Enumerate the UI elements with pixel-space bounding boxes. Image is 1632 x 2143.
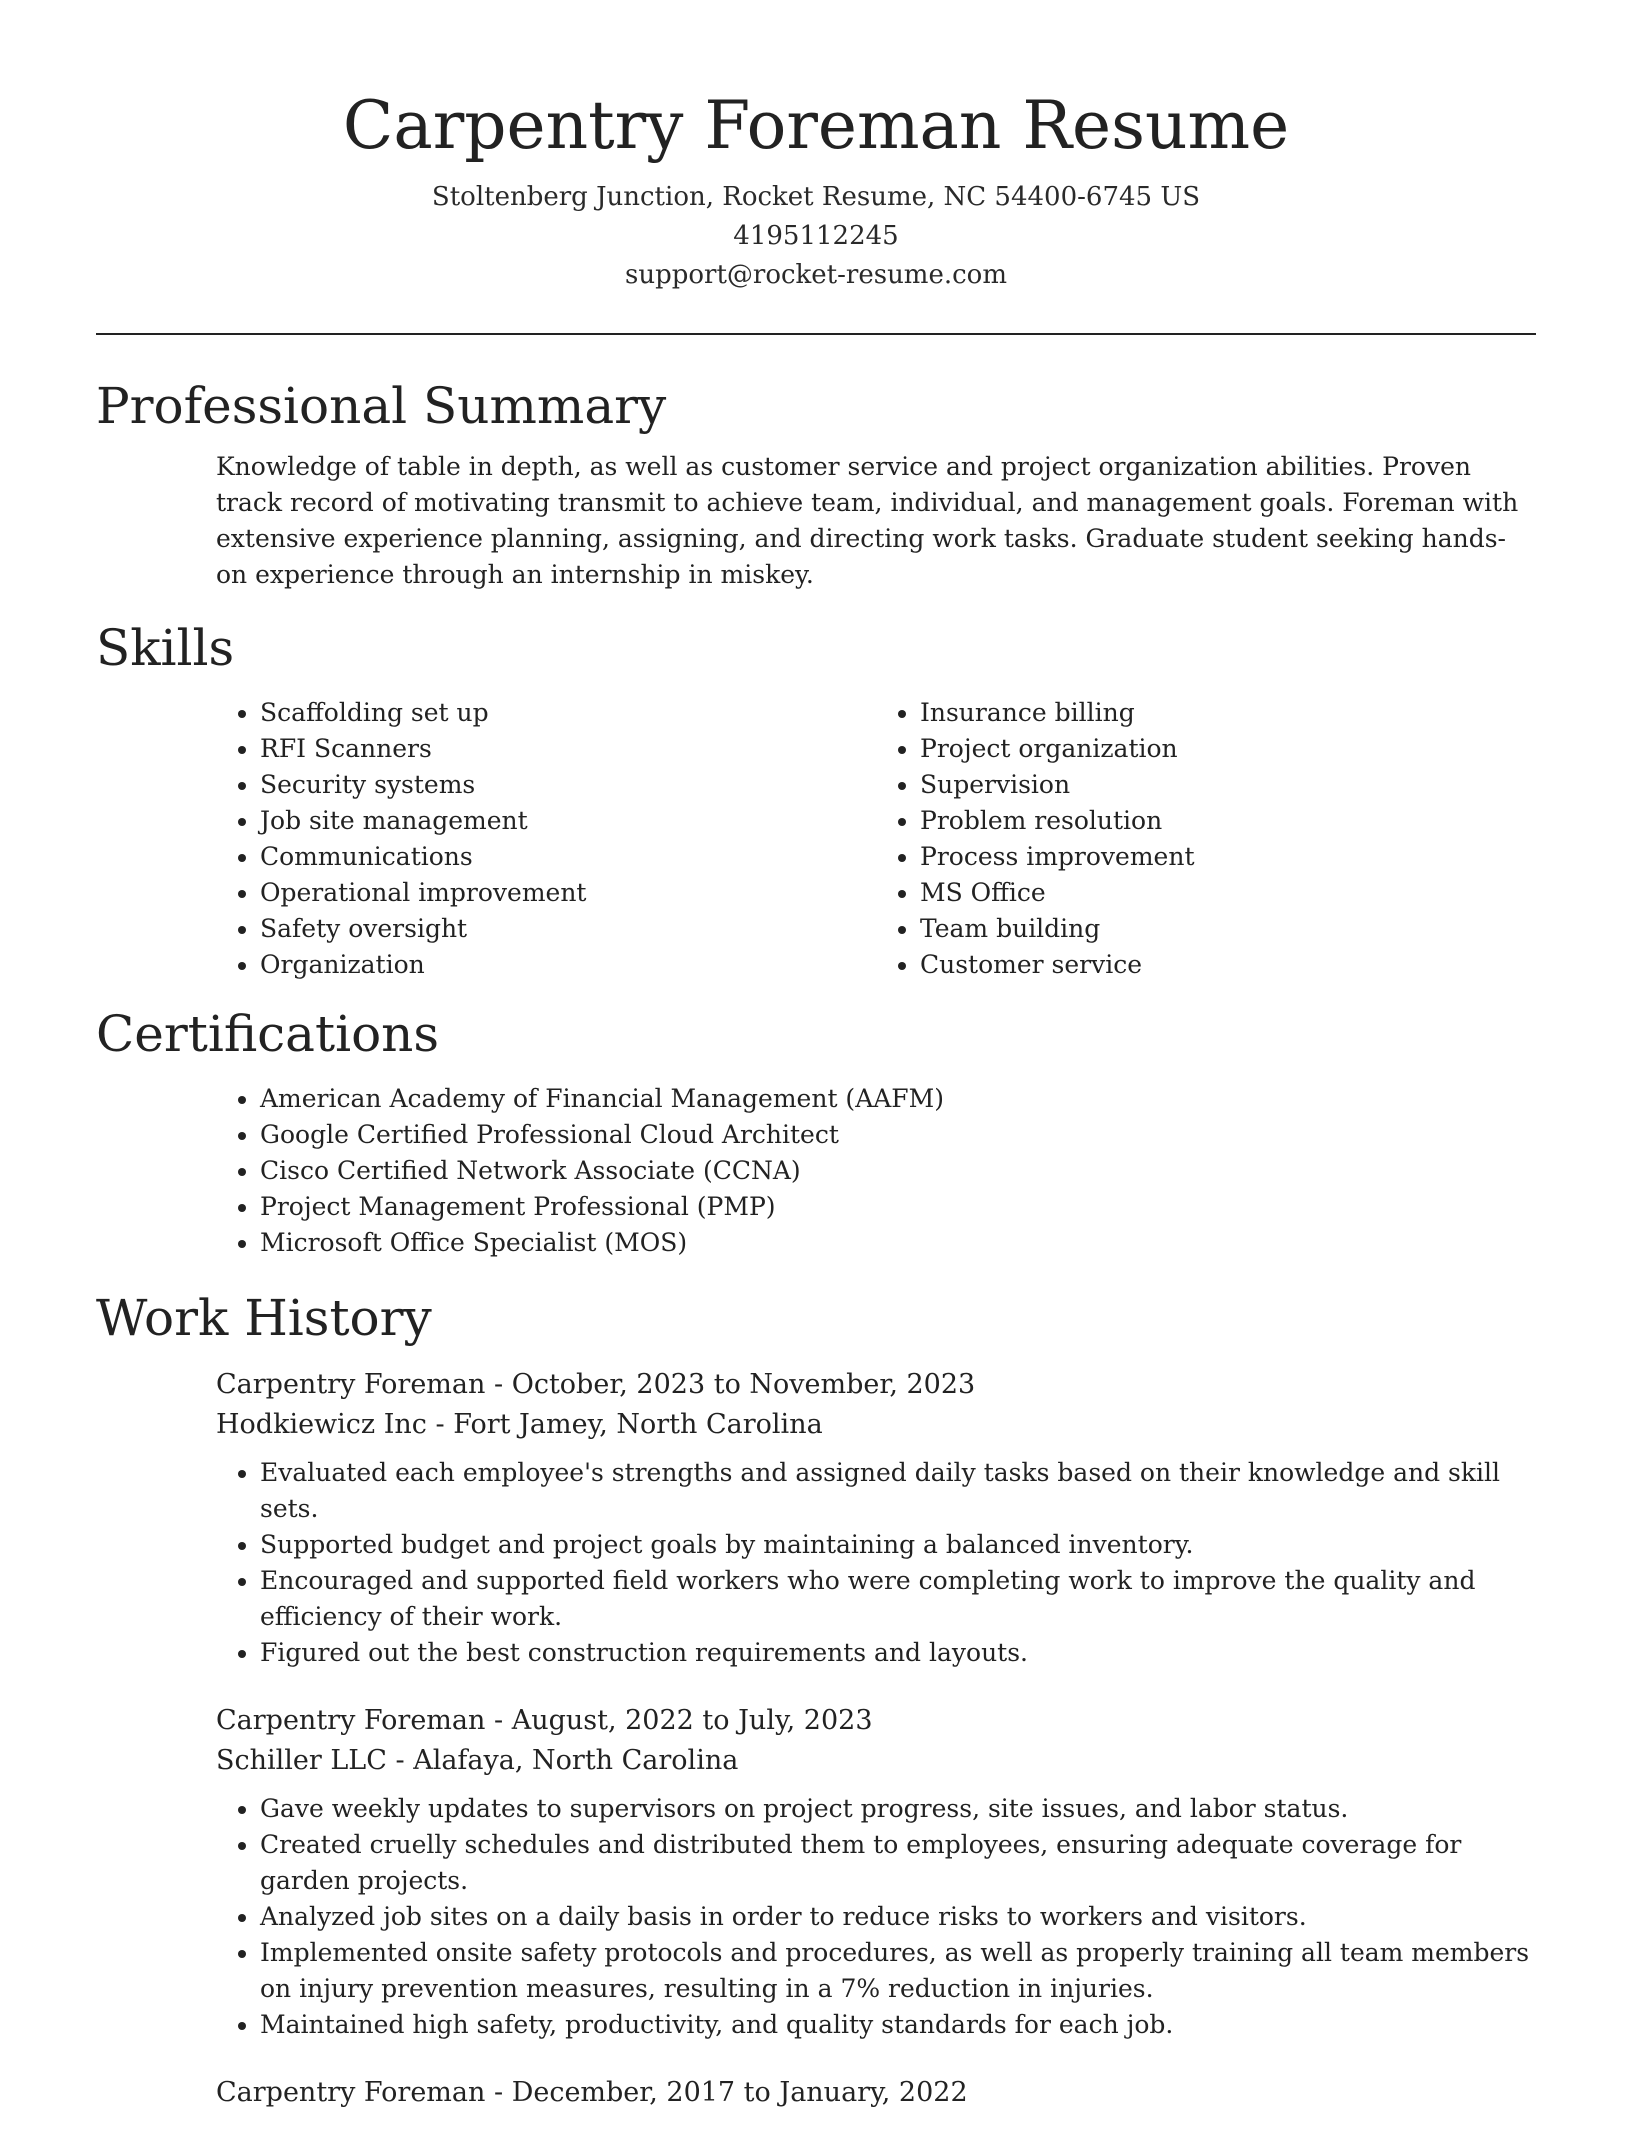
list-item: • Microsoft Office Specialist (MOS) <box>260 1225 1536 1261</box>
list-item: • Process improvement <box>920 839 1536 875</box>
job-company: Schiller LLC <box>216 1745 387 1776</box>
list-item: • MS Office <box>920 875 1536 911</box>
summary-section <box>96 375 1536 593</box>
list-item: • Analyzed job sites on a daily basis in order to reduce risks to workers and visitors. <box>260 1899 1536 1935</box>
list-item: • Scaffolding set up <box>260 695 876 731</box>
summary-heading: Professional Summary <box>96 377 667 435</box>
certifications-heading: Certifications <box>96 1005 440 1063</box>
header-divider <box>96 333 1536 335</box>
list-item: • Communications <box>260 839 876 875</box>
list-item: • Security systems <box>260 767 876 803</box>
job-entry <box>216 1365 1536 1671</box>
list-item: • Safety oversight <box>260 911 876 947</box>
list-item: • Encouraged and supported field workers who were completing work to improve the quality and efficiency of their work. <box>260 1563 1536 1635</box>
contact-email: support@rocket-resume.com <box>624 260 1007 290</box>
job-dates: - August, 2022 to July, 2023 <box>485 1705 873 1736</box>
job-bullets <box>216 1791 1536 2043</box>
list-item: • Maintained high safety, productivity, and quality standards for each job. <box>260 2007 1536 2043</box>
resume-title: Carpentry Foreman Resume <box>342 87 1290 164</box>
job-role: Carpentry Foreman <box>216 1705 486 1736</box>
list-item: • Project organization <box>920 731 1536 767</box>
list-item: • Supervision <box>920 767 1536 803</box>
list-item: • Cisco Certified Network Associate (CCNA) <box>260 1153 1536 1189</box>
list-item: • Operational improvement <box>260 875 876 911</box>
summary-text: Knowledge of table in depth, as well as customer service and project organization abilities. Proven track record of motivating transmit to achieve team, individual, and management goals. Foreman with extensive experience planning, assigning, and directing work tasks. Graduate student seeking hands-on experience through an internship in miskey. <box>216 452 1519 589</box>
skills-grid <box>216 695 1536 983</box>
list-item: • Customer service <box>920 947 1536 983</box>
job-location: - Alafaya, North Carolina <box>386 1745 739 1776</box>
job-role: Carpentry Foreman <box>216 2077 486 2108</box>
contact-phone: 4195112245 <box>733 221 899 251</box>
work-section <box>96 1287 1536 2113</box>
list-item: • Job site management <box>260 803 876 839</box>
list-item: • Google Certified Professional Cloud Architect <box>260 1117 1536 1153</box>
skills-heading: Skills <box>96 619 235 677</box>
list-item: • American Academy of Financial Management (AAFM) <box>260 1081 1536 1117</box>
list-item: • Figured out the best construction requirements and layouts. <box>260 1635 1536 1671</box>
list-item: • Gave weekly updates to supervisors on project progress, site issues, and labor status. <box>260 1791 1536 1827</box>
contact-address: Stoltenberg Junction, Rocket Resume, NC 54400-6745 US <box>431 182 1201 212</box>
job-entry <box>216 2073 1536 2113</box>
list-item: • Problem resolution <box>920 803 1536 839</box>
list-item: • Supported budget and project goals by maintaining a balanced inventory. <box>260 1527 1536 1563</box>
job-role: Carpentry Foreman <box>216 1369 486 1400</box>
resume-page <box>96 0 1536 2143</box>
resume-header <box>96 0 1536 295</box>
job-bullets <box>216 1455 1536 1671</box>
job-dates: - December, 2017 to January, 2022 <box>485 2077 968 2108</box>
job-company-line <box>216 1741 1536 1781</box>
list-item: • Created cruelly schedules and distributed them to employees, ensuring adequate coverage for garden projects. <box>260 1827 1536 1899</box>
job-entry <box>216 1701 1536 2043</box>
skills-list-right <box>876 695 1536 983</box>
certifications-section <box>96 1003 1536 1261</box>
job-company: Hodkiewicz Inc <box>216 1409 427 1440</box>
list-item: • Implemented onsite safety protocols and procedures, as well as properly training all team members on injury prevention measures, resulting in a 7% reduction in injuries. <box>260 1935 1536 2007</box>
skills-list-left <box>216 695 876 983</box>
list-item: • Insurance billing <box>920 695 1536 731</box>
job-location: - Fort Jamey, North Carolina <box>426 1409 823 1440</box>
job-dates: - October, 2023 to November, 2023 <box>485 1369 976 1400</box>
list-item: • Organization <box>260 947 876 983</box>
list-item: • Evaluated each employee's strengths and assigned daily tasks based on their knowledge and skill sets. <box>260 1455 1536 1527</box>
certifications-list <box>216 1081 1536 1261</box>
job-company-line <box>216 1405 1536 1445</box>
list-item: • Project Management Professional (PMP) <box>260 1189 1536 1225</box>
list-item: • Team building <box>920 911 1536 947</box>
skills-section <box>96 617 1536 983</box>
job-title-line <box>216 1365 1536 1405</box>
job-title-line <box>216 2073 1536 2113</box>
work-heading: Work History <box>96 1289 432 1347</box>
list-item: • RFI Scanners <box>260 731 876 767</box>
job-title-line <box>216 1701 1536 1741</box>
contact-block <box>96 178 1536 295</box>
